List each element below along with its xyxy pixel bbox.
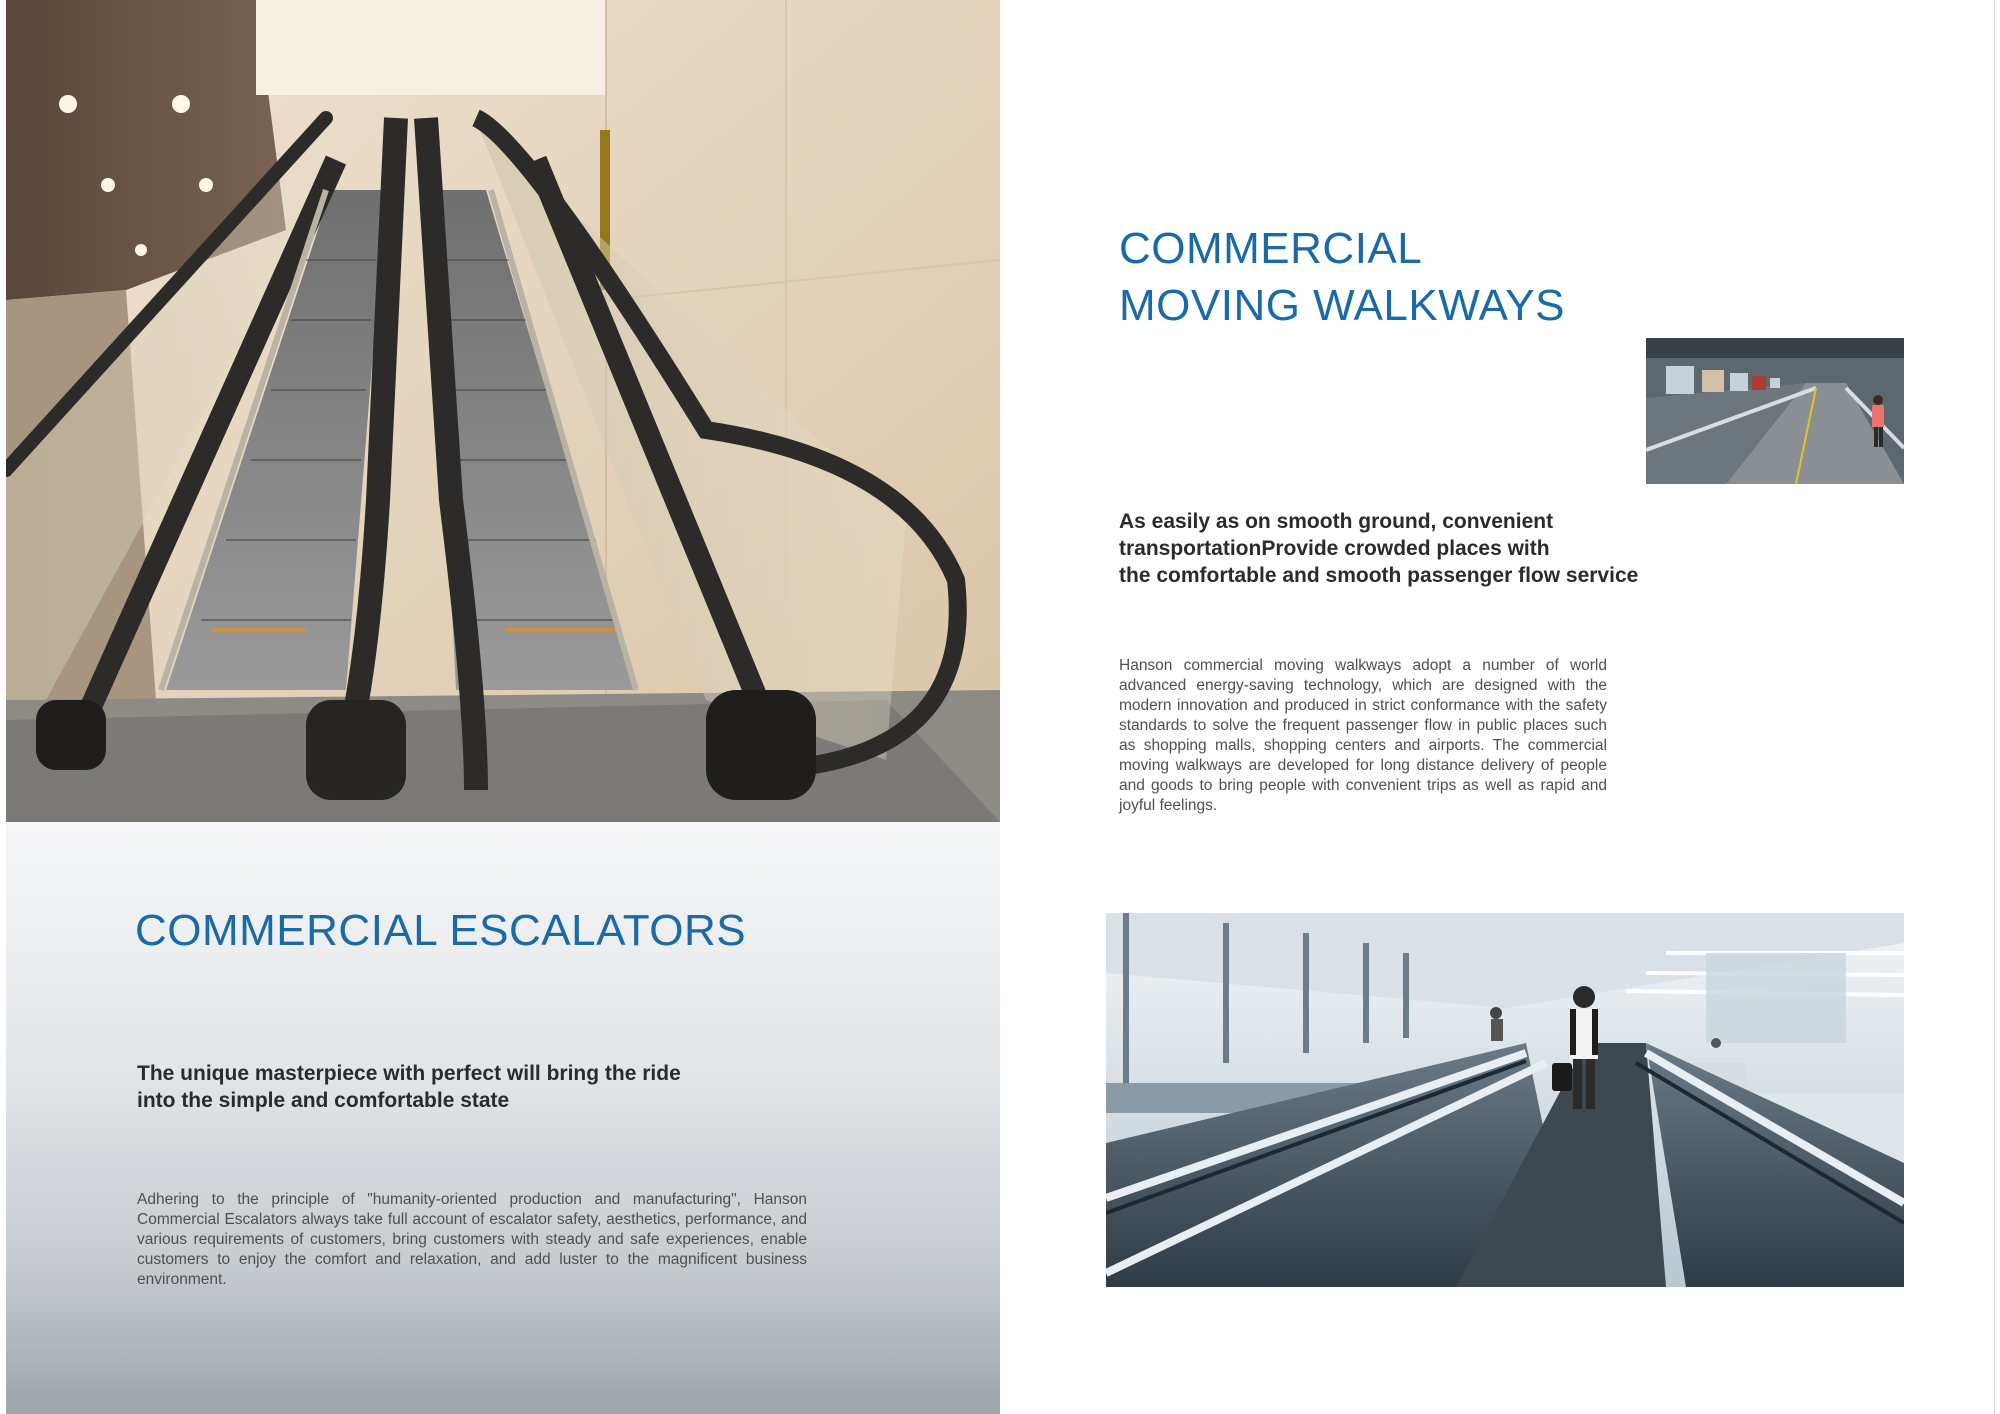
escalators-tagline-line: into the simple and comfortable state	[137, 1089, 510, 1112]
walkways-title-line: COMMERCIAL	[1119, 224, 1423, 273]
escalators-title: COMMERCIAL ESCALATORS	[135, 906, 747, 955]
escalators-page	[6, 0, 1000, 1414]
escalator-photo	[6, 0, 1000, 822]
walkways-title	[1119, 220, 1565, 334]
escalators-body-text: Adhering to the principle of "humanity-oriented production and manufacturing", Hanson Commercial Escalators always take full account of escalator safety, aesthetics, performance, and various requirements of customers, bring customers with steady and safe experiences, enable customers to enjoy the comfort and relaxation, and add luster to the magnificent business environment.	[137, 1191, 807, 1288]
walkways-tagline-line: As easily as on smooth ground, convenient	[1119, 510, 1554, 533]
walkways-body-text: Hanson commercial moving walkways adopt a number of world advanced energy-saving technology, which are designed with the modern innovation and produced in strict conformance with the safety standards to solve the frequent passenger flow in public places such as shopping malls, shopping centers and airports. The commercial moving walkways are developed for long distance delivery of people and goods to bring people with convenient trips as well as rapid and joyful feelings.	[1119, 657, 1607, 814]
walkway-main-photo	[1106, 913, 1904, 1287]
escalators-tagline-line: The unique masterpiece with perfect will bring the ride	[137, 1062, 681, 1085]
walkways-title-line: MOVING WALKWAYS	[1119, 281, 1565, 330]
walkways-tagline-line: transportationProvide crowded places with	[1119, 537, 1550, 560]
walkways-tagline-line: the comfortable and smooth passenger flow service	[1119, 564, 1639, 587]
walkways-tagline	[1119, 508, 1739, 589]
walkway-thumbnail-photo	[1646, 338, 1904, 484]
walkways-page	[1000, 0, 1995, 1414]
escalators-tagline	[137, 1060, 757, 1114]
